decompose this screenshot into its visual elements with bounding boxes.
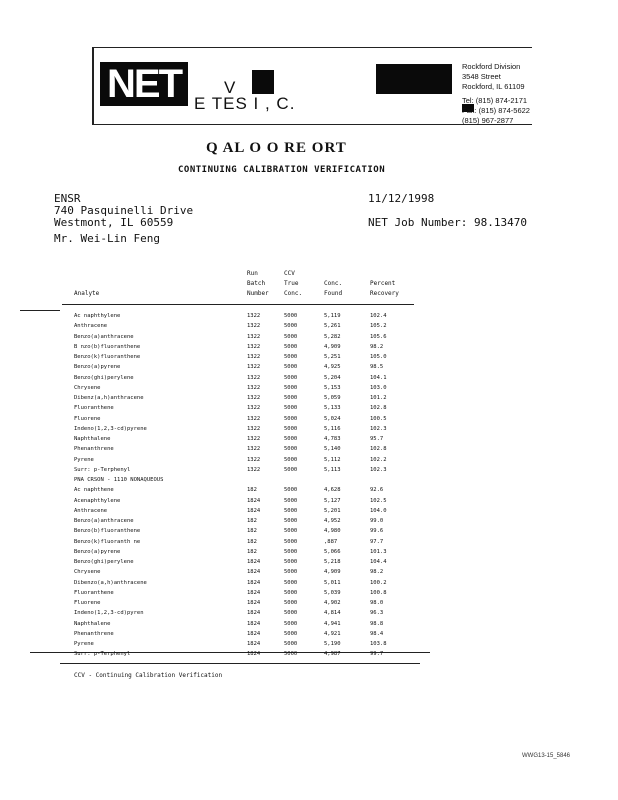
division-line: (815) 967-2877 <box>462 116 514 125</box>
division-line: Rockford Division <box>462 62 521 71</box>
cell-batch: 1322 <box>247 313 261 319</box>
cell-batch: 1824 <box>247 600 261 606</box>
cell-found: 5,251 <box>324 354 341 360</box>
cell-true-conc: 5000 <box>284 456 298 463</box>
cell-true-conc: 5000 <box>284 446 298 453</box>
cell-true-conc: 5000 <box>284 548 298 555</box>
report-subtitle: CONTINUING CALIBRATION VERIFICATION <box>178 165 386 175</box>
cell-analyte: Surr: p-Terphenyl <box>74 466 131 473</box>
cell-batch: 1824 <box>247 589 261 596</box>
cell-analyte: Benzo(b)fluoranthene <box>74 528 141 535</box>
cell-analyte: Benzo(ghi)perylene <box>74 374 134 381</box>
cell-true-conc: 5000 <box>284 354 298 360</box>
cell-found: 5,204 <box>324 374 341 381</box>
cell-analyte: Dibenzo(a,h)anthracene <box>74 579 147 586</box>
cell-batch: 182 <box>247 518 257 524</box>
cell-found: 5,127 <box>324 497 341 504</box>
cell-found: ,887 <box>324 538 338 545</box>
cell-analyte: Benzo(a)anthracene <box>74 333 134 340</box>
cell-true-conc: 5000 <box>284 323 298 330</box>
cell-batch: 1322 <box>247 425 261 432</box>
cell-batch: 1824 <box>247 610 261 617</box>
client-name: ENSR <box>54 192 81 205</box>
cell-found: 5,133 <box>324 405 341 412</box>
header-line: Conc. <box>284 290 303 297</box>
client-contact: Mr. Wei-Lin Feng <box>54 232 160 245</box>
cell-recovery: 102.3 <box>370 466 387 473</box>
cell-batch: 1322 <box>247 333 261 340</box>
net-logo: NET <box>100 62 188 106</box>
cell-analyte: Surr: p-Terphenyl <box>74 651 131 658</box>
footnote: CCV - Continuing Calibration Verification <box>74 672 223 679</box>
cell-recovery: 104.4 <box>370 559 387 565</box>
header-line: Recovery <box>370 290 399 297</box>
cell-found: 5,113 <box>324 466 341 473</box>
header-line: Percent <box>370 280 396 287</box>
cell-true-conc: 5000 <box>284 641 298 647</box>
cell-found: 4,909 <box>324 569 341 576</box>
cell-batch: 1322 <box>247 415 261 422</box>
cell-true-conc: 5000 <box>284 466 298 473</box>
cell-batch: 1322 <box>247 364 261 371</box>
header-line: Run <box>247 270 258 277</box>
cell-found: 5,066 <box>324 548 341 555</box>
cell-found: 5,039 <box>324 589 341 596</box>
cell-batch: 1322 <box>247 405 261 412</box>
cell-batch: 1322 <box>247 323 261 330</box>
cell-recovery: 102.8 <box>370 405 387 412</box>
cell-analyte: Fluoranthene <box>74 405 114 412</box>
top-rule <box>92 47 532 48</box>
cell-true-conc: 5000 <box>284 497 298 504</box>
cell-analyte: Fluorene <box>74 415 101 422</box>
cell-analyte: Pyrene <box>74 456 94 463</box>
cell-found: 5,024 <box>324 415 341 422</box>
cell-true-conc: 5000 <box>284 620 298 627</box>
cell-recovery: 105.2 <box>370 323 387 330</box>
cell-recovery: 102.4 <box>370 313 387 319</box>
cell-recovery: 99.0 <box>370 518 384 524</box>
cell-recovery: 102.3 <box>370 425 387 432</box>
cell-found: 4,902 <box>324 600 341 606</box>
cell-batch: 1824 <box>247 630 261 637</box>
cell-analyte: Phenanthrene <box>74 446 114 453</box>
company-name-line: E TES I , C. <box>194 94 296 113</box>
cell-analyte: Indeno(1,2,3-cd)pyrene <box>74 425 147 432</box>
cell-recovery: 100.5 <box>370 415 387 422</box>
cell-recovery: 98.8 <box>370 620 384 627</box>
header-line: Conc. <box>324 280 343 287</box>
cell-recovery: 100.8 <box>370 589 387 596</box>
cell-analyte: Benzo(k)fluoranthene <box>74 354 141 360</box>
cell-analyte: Naphthalene <box>74 436 111 442</box>
cell-batch: 1824 <box>247 620 261 627</box>
cell-analyte: Ac naphthene <box>74 487 114 494</box>
cell-analyte: Pyrene <box>74 641 94 647</box>
cell-true-conc: 5000 <box>284 405 298 412</box>
cell-batch: 1824 <box>247 497 261 504</box>
cell-true-conc: 5000 <box>284 395 298 401</box>
letterhead-left-border <box>92 47 94 125</box>
cell-found: 5,261 <box>324 323 341 330</box>
cell-batch: 1322 <box>247 374 261 381</box>
cell-recovery: 99.6 <box>370 528 384 535</box>
cell-analyte: Benzo(ghi)perylene <box>74 559 134 565</box>
cell-recovery: 98.5 <box>370 364 384 371</box>
cell-found: 5,218 <box>324 559 341 565</box>
cell-recovery: 95.7 <box>370 436 384 442</box>
col-header-batch <box>247 269 269 299</box>
cell-recovery: 102.5 <box>370 497 387 504</box>
cell-recovery: 92.6 <box>370 487 384 494</box>
cell-true-conc: 5000 <box>284 630 298 637</box>
cell-found: 4,814 <box>324 610 341 617</box>
cell-analyte: Indeno(1,2,3-cd)pyren <box>74 610 144 617</box>
cell-analyte: Anthracene <box>74 323 108 330</box>
cell-true-conc: 5000 <box>284 528 298 535</box>
cell-found: 4,628 <box>324 487 341 494</box>
document-id: WWG13-15_5846 <box>522 753 571 759</box>
header-line: True <box>284 280 299 287</box>
cell-recovery: 96.3 <box>370 610 384 617</box>
cell-recovery: 102.8 <box>370 446 387 453</box>
cell-batch: 1322 <box>247 436 261 442</box>
table-row <box>0 649 618 660</box>
col-header-analyte: Analyte <box>74 290 100 297</box>
cell-analyte: Anthracene <box>74 507 108 514</box>
cell-found: 4,921 <box>324 630 341 637</box>
cell-found: 5,190 <box>324 641 341 647</box>
redaction-block-address <box>376 64 452 94</box>
cell-true-conc: 5000 <box>284 589 298 596</box>
cell-found: 5,153 <box>324 384 341 391</box>
cell-recovery: 104.0 <box>370 507 387 514</box>
cell-found: 5,059 <box>324 395 341 401</box>
header-line: CCV <box>284 270 295 277</box>
cell-batch: 182 <box>247 548 257 555</box>
col-header-true-conc <box>284 269 302 299</box>
cell-analyte: PNA CRSON - 1110 NONAQUEOUS <box>74 477 164 483</box>
cell-recovery: 103.8 <box>370 641 387 647</box>
cell-found: 4,952 <box>324 518 341 524</box>
cell-recovery: 101.2 <box>370 395 387 401</box>
cell-recovery: 103.0 <box>370 384 387 391</box>
division-line: 3548 Street <box>462 72 501 81</box>
cell-true-conc: 5000 <box>284 651 298 658</box>
cell-analyte: B nzo(b)fluoranthene <box>74 343 141 350</box>
cell-found: 4,941 <box>324 620 341 627</box>
cell-batch: 1824 <box>247 507 261 514</box>
cell-true-conc: 5000 <box>284 364 298 371</box>
cell-found: 5,011 <box>324 579 341 586</box>
client-city: Westmont, IL 60559 <box>54 216 174 229</box>
cell-batch: 1322 <box>247 466 261 473</box>
col-header-found <box>324 279 342 299</box>
company-name-partial: V <box>224 78 237 97</box>
header-line: Number <box>247 290 269 297</box>
division-line: Fax: (815) 874-5622 <box>462 106 530 115</box>
cell-analyte: Naphthalene <box>74 620 111 627</box>
cell-true-conc: 5000 <box>284 610 298 617</box>
cell-recovery: 101.3 <box>370 548 387 555</box>
cell-true-conc: 5000 <box>284 538 298 545</box>
cell-analyte: Phenanthrene <box>74 630 114 637</box>
report-title: Q AL O O RE ORT <box>206 140 347 156</box>
cell-true-conc: 5000 <box>284 579 298 586</box>
cell-found: 4,925 <box>324 364 341 371</box>
cell-batch: 1824 <box>247 651 261 658</box>
cell-true-conc: 5000 <box>284 507 298 514</box>
table-header-rule <box>62 304 414 305</box>
cell-analyte: Benzo(a)anthracene <box>74 518 134 524</box>
cell-batch: 182 <box>247 528 257 535</box>
cell-true-conc: 5000 <box>284 374 298 381</box>
cell-recovery: 104.1 <box>370 374 387 381</box>
cell-true-conc: 5000 <box>284 600 298 606</box>
division-address <box>462 62 530 126</box>
cell-analyte: Chrysene <box>74 384 101 391</box>
cell-found: 5,112 <box>324 456 341 463</box>
cell-found: 5,201 <box>324 507 341 514</box>
cell-true-conc: 5000 <box>284 518 298 524</box>
cell-analyte: Acenaphthylene <box>74 497 121 504</box>
cell-batch: 1322 <box>247 354 261 360</box>
cell-batch: 182 <box>247 538 257 545</box>
cell-batch: 1824 <box>247 579 261 586</box>
cell-batch: 1322 <box>247 343 261 350</box>
cell-found: 5,116 <box>324 425 341 432</box>
report-date: 11/12/1998 <box>368 192 435 205</box>
cell-recovery: 105.6 <box>370 333 387 340</box>
cell-true-conc: 5000 <box>284 436 298 442</box>
cell-true-conc: 5000 <box>284 487 298 494</box>
cell-true-conc: 5000 <box>284 384 298 391</box>
cell-batch: 182 <box>247 487 257 494</box>
cell-recovery: 100.2 <box>370 579 387 586</box>
cell-batch: 1322 <box>247 456 261 463</box>
cell-recovery: 97.7 <box>370 538 384 545</box>
cell-true-conc: 5000 <box>284 425 298 432</box>
redaction-mark-logo <box>252 70 274 94</box>
cell-batch: 1824 <box>247 559 261 565</box>
cell-found: 4,987 <box>324 651 341 658</box>
cell-recovery: 98.2 <box>370 343 384 350</box>
cell-recovery: 99.7 <box>370 651 384 658</box>
client-address <box>54 193 193 245</box>
client-address-line: 740 Pasquinelli Drive <box>54 204 194 217</box>
division-line: Rockford, IL 61109 <box>462 82 525 91</box>
cell-batch: 1824 <box>247 569 261 576</box>
cell-true-conc: 5000 <box>284 313 298 319</box>
cell-true-conc: 5000 <box>284 559 298 565</box>
table-bottom-rule-2 <box>60 663 420 664</box>
cell-true-conc: 5000 <box>284 343 298 350</box>
cell-analyte: Benzo(a)pyrene <box>74 364 121 371</box>
cell-batch: 1322 <box>247 395 261 401</box>
col-header-recovery <box>370 279 399 299</box>
cell-true-conc: 5000 <box>284 569 298 576</box>
header-line: Found <box>324 290 343 297</box>
cell-analyte: Benzo(k)fluoranth ne <box>74 538 141 545</box>
cell-found: 5,119 <box>324 313 341 319</box>
cell-analyte: Fluoranthene <box>74 589 114 596</box>
cell-recovery: 102.2 <box>370 456 387 463</box>
cell-batch: 1824 <box>247 641 261 647</box>
cell-analyte: Dibenz(a,h)anthracene <box>74 395 144 401</box>
cell-true-conc: 5000 <box>284 333 298 340</box>
cell-recovery: 105.0 <box>370 354 387 360</box>
cell-found: 4,783 <box>324 436 341 442</box>
cell-batch: 1322 <box>247 384 261 391</box>
cell-recovery: 98.0 <box>370 600 384 606</box>
cell-analyte: Benzo(a)pyrene <box>74 548 121 555</box>
cell-recovery: 98.4 <box>370 630 384 637</box>
cell-true-conc: 5000 <box>284 415 298 422</box>
cell-analyte: Fluorene <box>74 600 101 606</box>
cell-analyte: Ac naphthylene <box>74 313 121 319</box>
cell-found: 5,282 <box>324 333 341 340</box>
cell-found: 4,909 <box>324 343 341 350</box>
cell-recovery: 98.2 <box>370 569 384 576</box>
header-line: Batch <box>247 280 266 287</box>
cell-found: 5,140 <box>324 446 341 453</box>
division-line: Tel: (815) 874-2171 <box>462 96 528 105</box>
job-number: NET Job Number: 98.13470 <box>368 216 527 229</box>
cell-batch: 1322 <box>247 446 261 453</box>
cell-found: 4,980 <box>324 528 341 535</box>
cell-analyte: Chrysene <box>74 569 101 576</box>
